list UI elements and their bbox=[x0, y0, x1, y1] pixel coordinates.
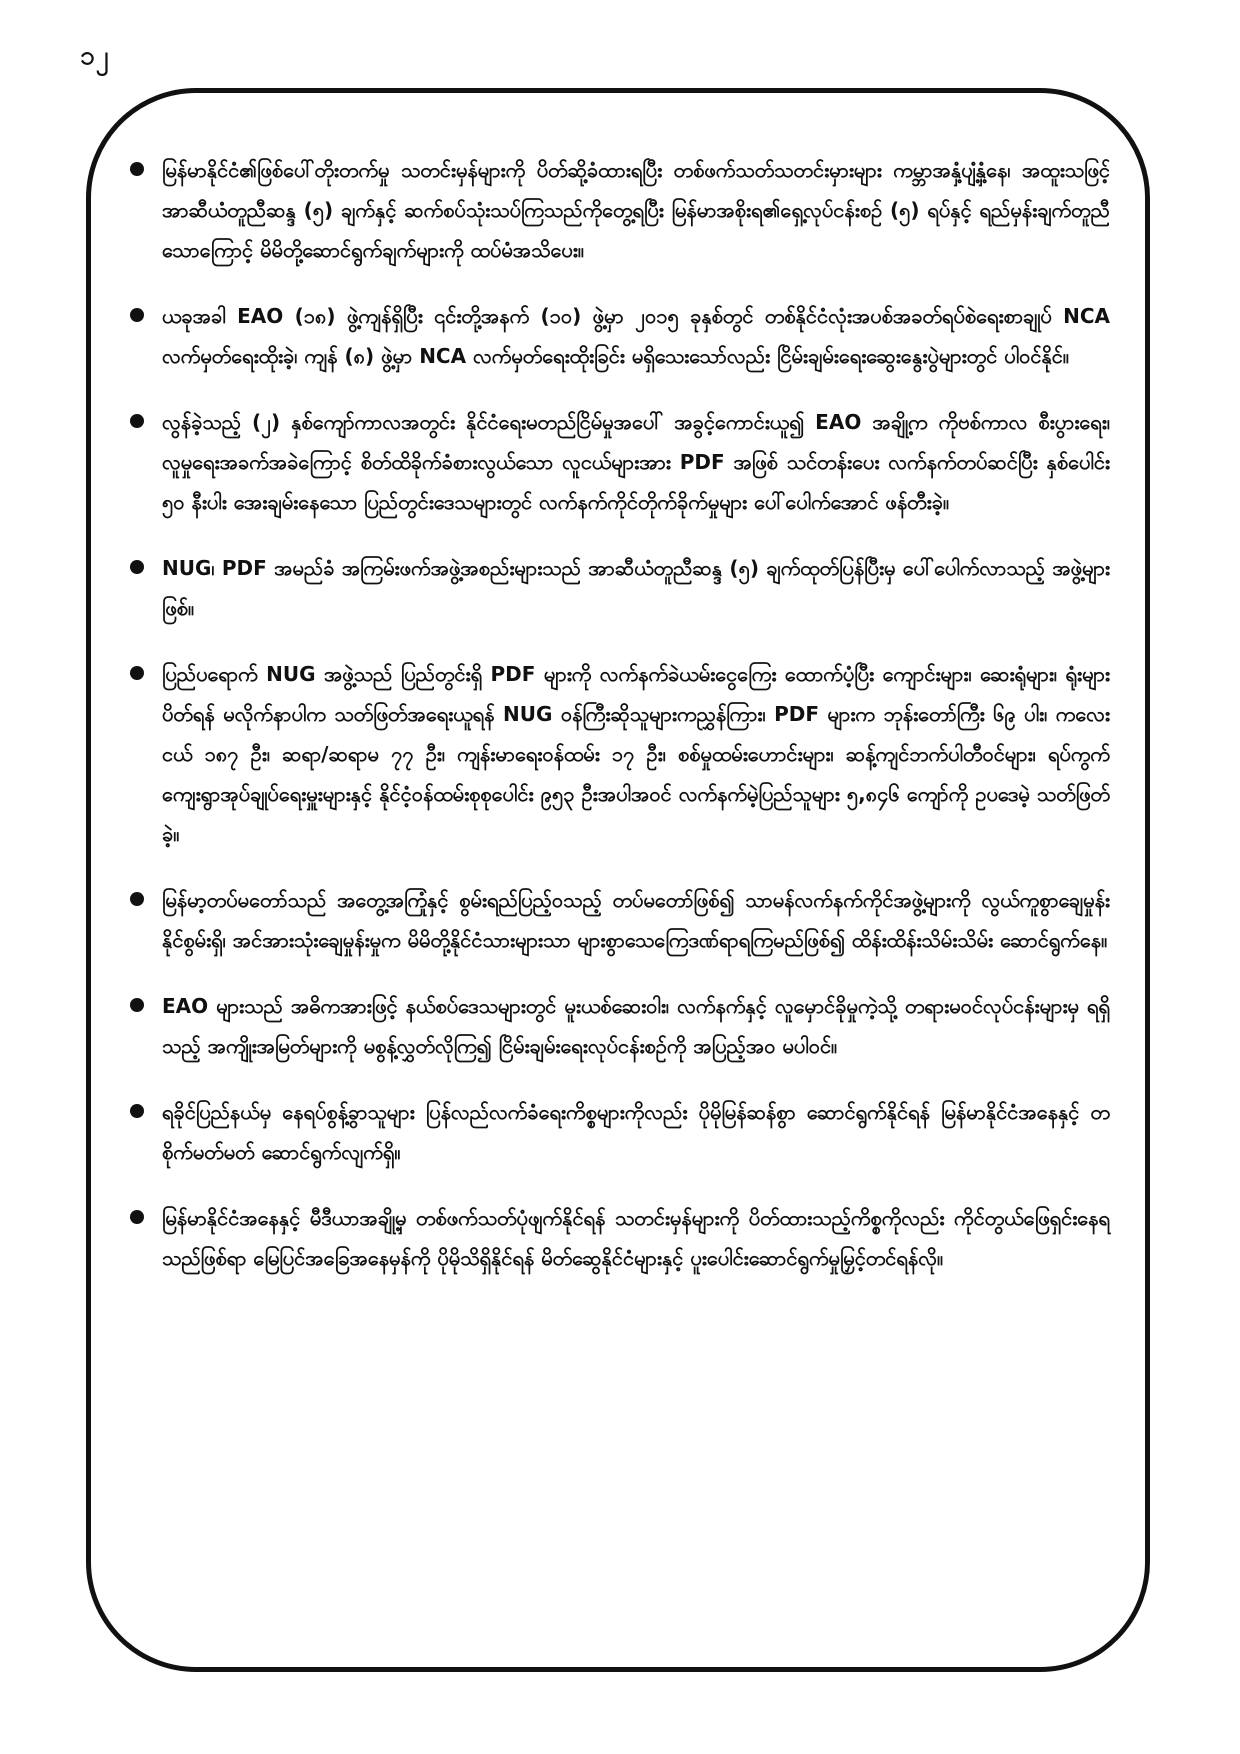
bullet-text: လွန်ခဲ့သည့် (၂) နှစ်ကျော်ကာလအတွင်း နိုင်ငံရေးမတည်ငြိမ်မှုအပေါ် အခွင့်ကောင်းယူ၍ EAO အချို့က ကိုဗစ်ကာလ စီးပွားရေး၊ လူမှုရေးအခက်အခဲကြောင့် စိတ်ထိခိုက်ခံစားလွယ်သော လူငယ်များအား PDF အဖြစ် သင်တန်းပေး လက်နက်တပ်ဆင်ပြီး နှစ်ပေါင်း ၅၀ နီးပါး အေးချမ်းနေသော ပြည်တွင်းဒေသများတွင် လက်နက်ကိုင်တိုက်ခိုက်မှုများ ပေါ်ပေါက်အောင် ဖန်တီးခဲ့။ bbox=[162, 410, 1110, 514]
bullet-dot-icon bbox=[130, 666, 144, 680]
bullet-dot-icon bbox=[130, 162, 144, 176]
bullet-text: EAO များသည် အဓိကအားဖြင့် နယ်စပ်ဒေသများတွင် မူးယစ်ဆေးဝါး၊ လက်နက်နှင့် လူမှောင်ခိုမှုကဲ့သို့ တရားမဝင်လုပ်ငန်းများမှ ရရှိသည့် အကျိုးအမြတ်များကို မစွန့်လွှတ်လိုကြ၍ ငြိမ်းချမ်းရေးလုပ်ငန်းစဉ်ကို အပြည့်အဝ မပါဝင်။ bbox=[162, 994, 1110, 1058]
bullet-text: NUG၊ PDF အမည်ခံ အကြမ်းဖက်အဖွဲ့အစည်းများသည် အာဆီယံတူညီဆန္ဒ (၅) ချက်ထုတ်ပြန်ပြီးမှ ပေါ်ပေါက်လာသည့် အဖွဲ့များဖြစ်။ bbox=[162, 556, 1110, 620]
bullet-dot-icon bbox=[130, 892, 144, 906]
list-item bbox=[130, 150, 1110, 270]
bullet-text: ပြည်ပရောက် NUG အဖွဲ့သည် ပြည်တွင်းရှိ PDF များကို လက်နက်ခဲယမ်းငွေကြေး ထောက်ပံ့ပြီး ကျောင်းများ၊ ဆေးရုံများ၊ ရုံးများပိတ်ရန် မလိုက်နာပါက သတ်ဖြတ်အရေးယူရန် NUG ဝန်ကြီးဆိုသူများကညွှန်ကြား၊ PDF များက ဘုန်းတော်ကြီး ၆၉ ပါး၊ ကလေးငယ် ၁၈၇ ဦး၊ ဆရာ/ဆရာမ ၇၇ ဦး၊ ကျန်းမာရေးဝန်ထမ်း ၁၇ ဦး၊ စစ်မှုထမ်းဟောင်းများ၊ ဆန့်ကျင်ဘက်ပါတီဝင်များ၊ ရပ်ကွက်ကျေးရွာအုပ်ချုပ်ရေးမှူးများနှင့် နိုင်ငံ့ဝန်ထမ်းစုစုပေါင်း ၉၅၃ ဦးအပါအဝင် လက်နက်မဲ့ပြည်သူများ ၅,၈၄၆ ကျော်ကို ဥပဒေမဲ့ သတ်ဖြတ်ခဲ့။ bbox=[162, 662, 1110, 846]
list-item bbox=[130, 402, 1110, 522]
bullet-text: ရခိုင်ပြည်နယ်မှ နေရပ်စွန့်ခွာသူများ ပြန်လည်လက်ခံရေးကိစ္စများကိုလည်း ပိုမိုမြန်ဆန်စွာ ဆောင်ရွက်နိုင်ရန် မြန်မာနိုင်ငံအနေနှင့် တစိုက်မတ်မတ် ဆောင်ရွက်လျက်ရှိ။ bbox=[162, 1100, 1110, 1164]
bullet-dot-icon bbox=[130, 560, 144, 574]
list-item bbox=[130, 1092, 1110, 1172]
bullet-dot-icon bbox=[130, 308, 144, 322]
bullet-dot-icon bbox=[130, 414, 144, 428]
list-item bbox=[130, 880, 1110, 960]
list-item bbox=[130, 296, 1110, 376]
bullet-text: ယခုအခါ EAO (၁၈) ဖွဲ့ကျန်ရှိပြီး ၎င်းတို့အနက် (၁၀) ဖွဲ့မှာ ၂၀၁၅ ခုနှစ်တွင် တစ်နိုင်ငံလုံးအပစ်အခတ်ရပ်စဲရေးစာချုပ် NCA လက်မှတ်ရေးထိုးခဲ့၊ ကျန် (၈) ဖွဲ့မှာ NCA လက်မှတ်ရေးထိုးခြင်း မရှိသေးသော်လည်း ငြိမ်းချမ်းရေးဆွေးနွေးပွဲများတွင် ပါဝင်နိုင်။ bbox=[162, 304, 1110, 368]
bullet-text: မြန်မာနိုင်ငံအနေနှင့် မီဒီယာအချို့မှ တစ်ဖက်သတ်ပုံဖျက်နိုင်ရန် သတင်းမှန်များကို ပိတ်ထားသည့်ကိစ္စကိုလည်း ကိုင်တွယ်ဖြေရှင်းနေရသည်ဖြစ်ရာ မြေပြင်အခြေအနေမှန်ကို ပိုမိုသိရှိနိုင်ရန် မိတ်ဆွေနိုင်ငံများနှင့် ပူးပေါင်းဆောင်ရွက်မှုမြှင့်တင်ရန်လို။ bbox=[162, 1206, 1110, 1270]
bullet-dot-icon bbox=[130, 1210, 144, 1224]
list-item bbox=[130, 1198, 1110, 1278]
bullet-text: မြန်မာနိုင်ငံ၏ဖြစ်ပေါ်တိုးတက်မှု သတင်းမှန်များကို ပိတ်ဆို့ခံထားရပြီး တစ်ဖက်သတ်သတင်းမှားများ ကမ္ဘာအနှံ့ပျံ့နှံ့နေ၊ အထူးသဖြင့် အာဆီယံတူညီဆန္ဒ (၅) ချက်နှင့် ဆက်စပ်သုံးသပ်ကြသည်ကိုတွေ့ရပြီး မြန်မာအစိုးရ၏ရှေ့လုပ်ငန်းစဉ် (၅) ရပ်နှင့် ရည်မှန်းချက်တူညီသောကြောင့် မိမိတို့ဆောင်ရွက်ချက်များကို ထပ်မံအသိပေး။ bbox=[162, 158, 1110, 262]
bullet-text: မြန်မာ့တပ်မတော်သည် အတွေ့အကြုံနှင့် စွမ်းရည်ပြည့်ဝသည့် တပ်မတော်ဖြစ်၍ သာမန်လက်နက်ကိုင်အဖွဲ့များကို လွယ်ကူစွာချေမှုန်းနိုင်စွမ်းရှိ၊ အင်အားသုံးချေမှုန်းမှုက မိမိတို့နိုင်ငံသားများသာ များစွာသေကြေဒဏ်ရာရကြမည်ဖြစ်၍ ထိန်းထိန်းသိမ်းသိမ်း ဆောင်ရွက်နေ။ bbox=[162, 888, 1110, 952]
bullet-list bbox=[130, 150, 1110, 1304]
page-number: ၁၂ bbox=[80, 41, 110, 71]
bullet-dot-icon bbox=[130, 998, 144, 1012]
bullet-dot-icon bbox=[130, 1104, 144, 1118]
list-item bbox=[130, 986, 1110, 1066]
list-item bbox=[130, 654, 1110, 854]
list-item bbox=[130, 548, 1110, 628]
